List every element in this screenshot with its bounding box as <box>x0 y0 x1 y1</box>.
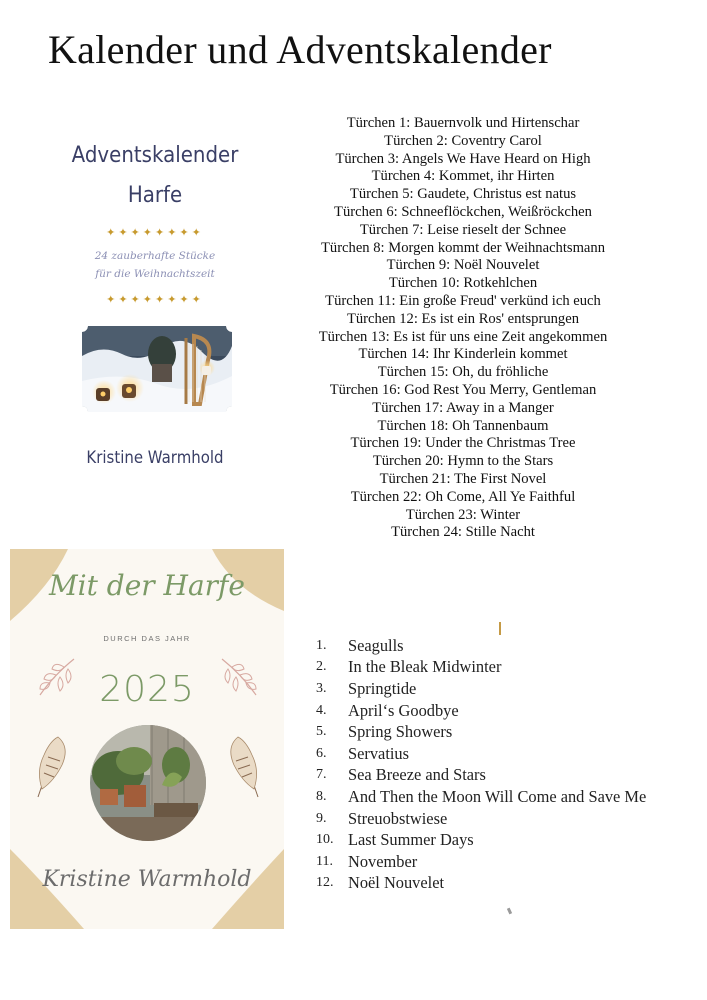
track-number: 1. <box>316 637 327 653</box>
harp-cover-title: Mit der Harfe <box>49 569 245 602</box>
harp-cover-photo <box>90 725 206 841</box>
track-number: 8. <box>316 788 327 804</box>
calendar-track-list <box>316 635 701 894</box>
list-item: Türchen 15: Oh, du fröhliche <box>377 364 549 381</box>
track-number: 3. <box>316 680 327 696</box>
track-number: 10. <box>316 832 334 848</box>
track-number: 11. <box>316 853 333 869</box>
list-item <box>316 743 701 765</box>
list-item <box>316 678 701 700</box>
track-number: 7. <box>316 767 327 783</box>
list-item: Türchen 8: Morgen kommt der Weihnachtsmann <box>320 239 605 256</box>
list-item: Türchen 21: The First Novel <box>379 470 547 487</box>
track-name: In the Bleak Midwinter <box>348 657 502 677</box>
track-name: Streuobstwiese <box>348 808 448 828</box>
track-name: And Then the Moon Will Come and Save Me <box>348 786 647 806</box>
list-item: Türchen 1: Bauernvolk und Hirtenschar <box>346 115 580 131</box>
list-item: Türchen 3: Angels We Have Heard on High <box>335 150 591 167</box>
advent-track-list <box>286 115 640 542</box>
list-item: Türchen 7: Leise rieselt der Schnee <box>359 221 567 238</box>
list-item: Türchen 2: Coventry Carol <box>384 132 542 149</box>
list-item <box>316 873 701 895</box>
list-item: Türchen 20: Hymn to the Stars <box>372 453 554 470</box>
list-item <box>316 786 701 808</box>
harp-cover-tagline: DURCH DAS JAHR <box>103 634 191 643</box>
list-item <box>316 657 701 679</box>
track-name: November <box>348 851 418 871</box>
list-item: Türchen 17: Away in a Manger <box>372 399 554 416</box>
advent-cover-title-line1: Adventskalender <box>71 143 239 168</box>
track-number: 5. <box>316 724 327 740</box>
right-feather-icon <box>224 731 268 801</box>
list-item <box>316 765 701 787</box>
star-divider-top: ✦✦✦✦✦✦✦✦ <box>106 226 204 239</box>
track-name: Sea Breeze and Stars <box>348 765 486 785</box>
track-name: Seagulls <box>348 635 404 655</box>
list-item: Türchen 10: Rotkehlchen <box>388 275 538 292</box>
advent-cover-subtitle-line1: 24 zauberhafte Stücke <box>94 250 216 262</box>
list-item <box>316 635 701 657</box>
stray-mark <box>507 908 512 915</box>
list-item: Türchen 23: Winter <box>405 506 521 523</box>
track-number: 9. <box>316 810 327 826</box>
track-name: Servatius <box>348 743 410 763</box>
list-item: Türchen 6: Schneeflöckchen, Weißröckchen <box>334 203 592 220</box>
track-number: 4. <box>316 702 327 718</box>
list-item: Türchen 9: Noël Nouvelet <box>386 257 540 274</box>
advent-cover-author: Kristine Warmhold <box>86 448 224 468</box>
list-item: Türchen 22: Oh Come, All Ye Faithful <box>350 488 576 505</box>
list-item: Türchen 4: Kommet, ihr Hirten <box>371 168 555 185</box>
list-item: Türchen 13: Es ist für uns eine Zeit angekommen <box>318 328 608 345</box>
list-item: Türchen 16: God Rest You Merry, Gentleman <box>329 381 597 398</box>
list-item <box>316 700 701 722</box>
stray-mark <box>499 622 501 635</box>
list-item: Türchen 5: Gaudete, Christus est natus <box>349 186 577 203</box>
harp-cover-year: 2025 <box>99 669 195 710</box>
list-item: Türchen 12: Es ist ein Ros' entsprungen <box>346 310 580 327</box>
track-name: April‘s Goodbye <box>348 700 459 720</box>
track-name: Springtide <box>348 678 417 698</box>
track-name: Last Summer Days <box>348 830 474 850</box>
advent-cover-subtitle-line2: für die Weihnachtszeit <box>95 268 215 280</box>
list-item <box>316 721 701 743</box>
list-item: Türchen 19: Under the Christmas Tree <box>350 435 576 452</box>
advent-cover-photo <box>82 326 232 412</box>
list-item <box>316 829 701 851</box>
list-item: Türchen 18: Oh Tannenbaum <box>377 417 549 434</box>
advent-cover-title-line2: Harfe <box>127 183 183 208</box>
list-item <box>316 808 701 830</box>
track-name: Spring Showers <box>348 722 453 742</box>
left-feather-icon <box>28 731 72 801</box>
track-name: Noël Nouvelet <box>348 873 445 893</box>
list-item: Türchen 14: Ihr Kinderlein kommet <box>358 346 568 363</box>
list-item <box>316 851 701 873</box>
advent-calendar-cover <box>60 130 250 480</box>
star-divider-bottom: ✦✦✦✦✦✦✦✦ <box>106 293 204 306</box>
track-number: 6. <box>316 745 327 761</box>
track-number: 2. <box>316 659 327 675</box>
list-item: Türchen 11: Ein große Freud' verkünd ich euch <box>325 292 601 309</box>
track-number: 12. <box>316 875 334 891</box>
list-item: Türchen 24: Stille Nacht <box>391 524 535 541</box>
page-title: Kalender und Adventskalender <box>48 27 552 72</box>
harp-calendar-cover <box>10 549 284 929</box>
harp-cover-author: Kristine Warmhold <box>42 867 252 892</box>
